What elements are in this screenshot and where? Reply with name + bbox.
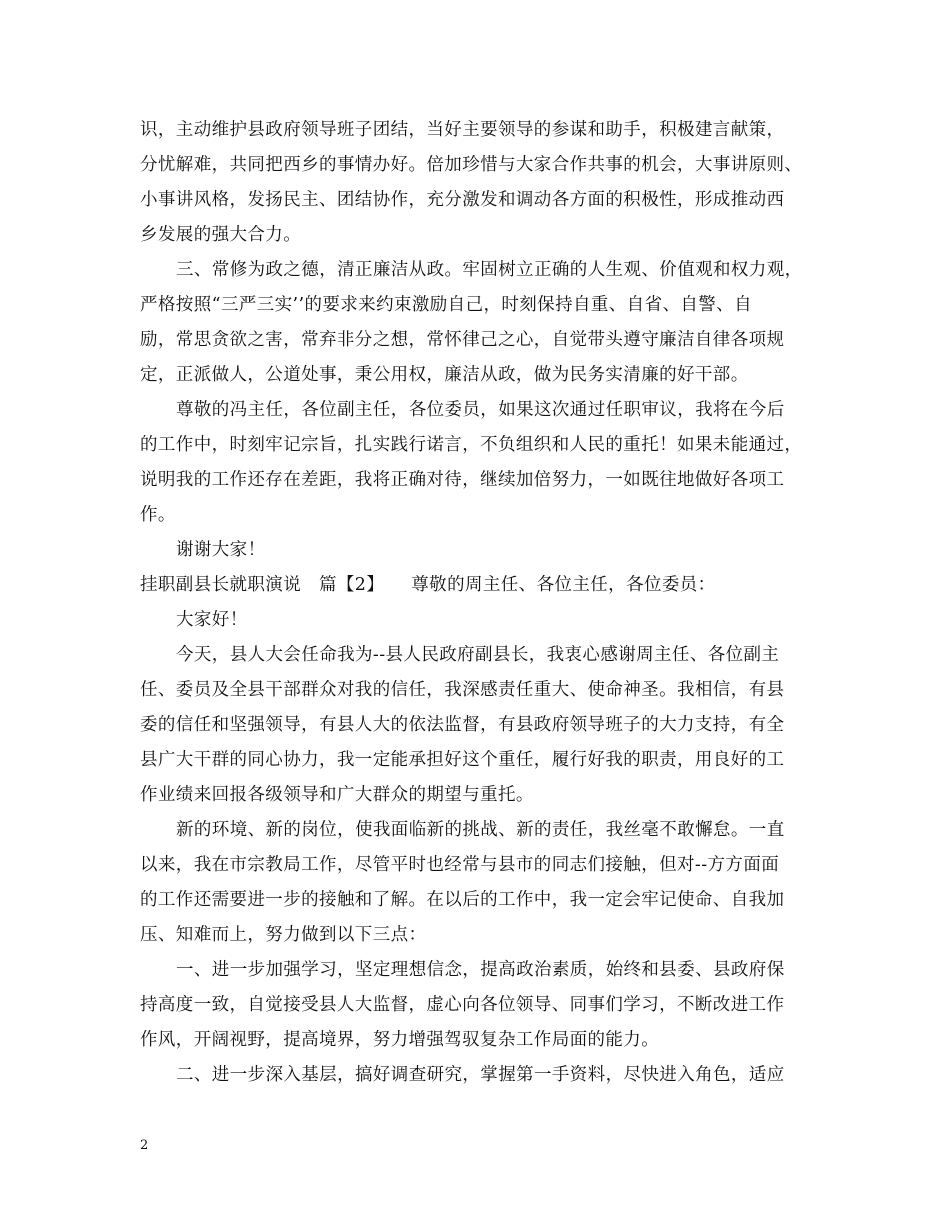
text-line: 任、委员及全县干部群众对我的信任，我深感责任重大、使命神圣。我相信，有县 — [140, 680, 785, 700]
text-line: 定，正派做人，公道处事，秉公用权，廉洁从政，做为民务实清廉的好干部。 — [140, 365, 749, 385]
text-line: 新的环境、新的岗位，使我面临新的挑战、新的责任，我丝毫不敢懈怠。一直 — [176, 820, 785, 840]
text-line: 尊敬的冯主任，各位副主任，各位委员，如果这次通过任职审议，我将在今后 — [176, 400, 785, 420]
text-line: 分忧解难，共同把西乡的事情办好。倍加珍惜与大家合作共事的机会，大事讲原则、 — [140, 155, 803, 175]
text-line: 今天，县人大会任命我为--县人民政府副县长，我衷心感谢周主任、各位副主 — [176, 645, 780, 665]
section-heading-line: 挂职副县长就职演说 篇【2】 尊敬的周主任、各位主任，各位委员： — [140, 575, 716, 595]
text-line: 以来，我在市宗教局工作，尽管平时也经常与县市的同志们接触，但对--方方面面 — [140, 855, 780, 875]
text-line: 说明我的工作还存在差距，我将正确对待，继续加倍努力，一如既往地做好各项工 — [140, 470, 785, 490]
text-line: 励，常思贪欲之害，常弃非分之想，常怀律己之心，自觉带头遵守廉洁自律各项规 — [140, 330, 785, 350]
page-number: 2 — [140, 1138, 149, 1153]
text-line: 作风，开阔视野，提高境界，努力增强驾驭复杂工作局面的能力。 — [140, 1030, 660, 1050]
text-line: 一、进一步加强学习，坚定理想信念，提高政治素质，始终和县委、县政府保 — [176, 960, 785, 980]
text-line: 小事讲风格，发扬民主、团结协作，充分激发和调动各方面的积极性，形成推动西 — [140, 190, 785, 210]
text-line: 县广大干群的同心协力，我一定能承担好这个重任，履行好我的职责，用良好的工 — [140, 750, 785, 770]
text-line: 乡发展的强大合力。 — [140, 225, 302, 245]
text-line: 持高度一致，自觉接受县人大监督，虚心向各位领导、同事们学习，不断改进工作 — [140, 995, 785, 1015]
text-line: 识，主动维护县政府领导班子团结，当好主要领导的参谋和助手，积极建言献策， — [140, 120, 785, 140]
text-line: 二、进一步深入基层，搞好调查研究，掌握第一手资料，尽快进入角色，适应 — [176, 1065, 785, 1085]
text-line: 严格按照“三严三实’’的要求来约束激励自己，时刻保持自重、自省、自警、自 — [140, 295, 752, 315]
text-line: 的工作还需要进一步的接触和了解。在以后的工作中，我一定会牢记使命、自我加 — [140, 890, 785, 910]
text-line: 大家好！ — [176, 610, 248, 630]
text-line: 谢谢大家！ — [176, 540, 266, 560]
text-line: 委的信任和坚强领导，有县人大的依法监督，有县政府领导班子的大力支持，有全 — [140, 715, 785, 735]
text-line: 作业绩来回报各级领导和广大群众的期望与重托。 — [140, 785, 534, 805]
text-line: 压、知难而上，努力做到以下三点： — [140, 925, 427, 945]
text-line: 作。 — [140, 505, 176, 525]
text-line: 三、常修为政之德，清正廉洁从政。牢固树立正确的人生观、价值观和权力观， — [176, 260, 803, 280]
text-line: 的工作中，时刻牢记宗旨，扎实践行诺言，不负组织和人民的重托！如果未能通过， — [140, 435, 803, 455]
